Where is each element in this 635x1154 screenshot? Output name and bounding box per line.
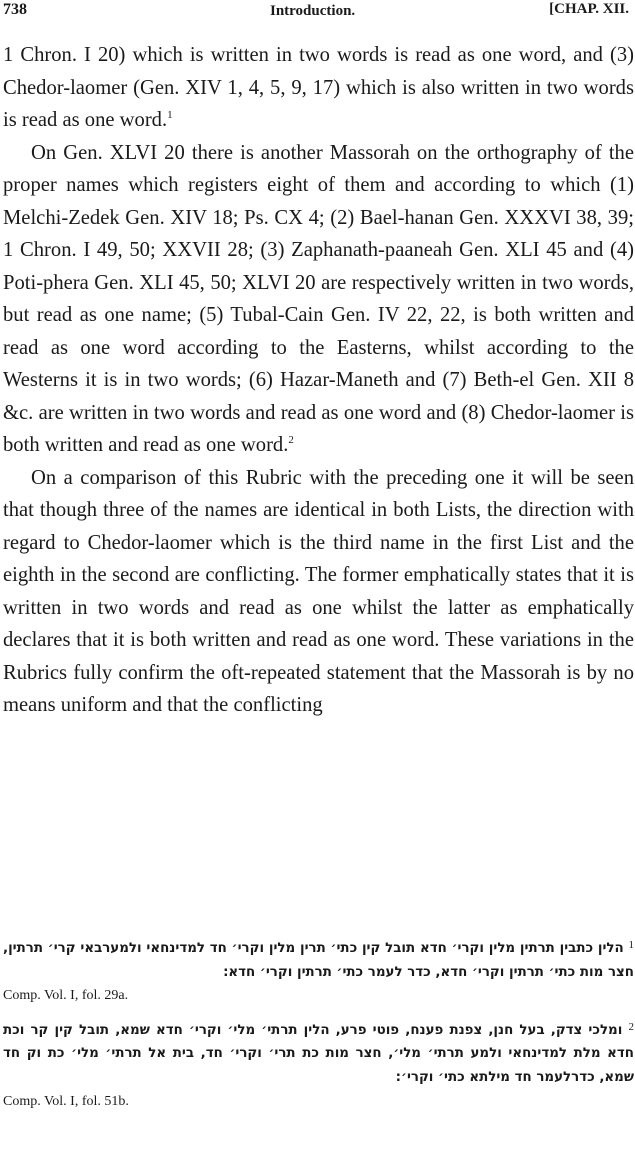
footnote-2-hebrew	[3, 1016, 634, 1090]
paragraph-text: 1 Chron. I 20) which is written in two words is read as one word, and (3) Chedor-laomer (Gen. XIV 1, 4, 5, 9, 17) which is also written in two words is read as one word.	[3, 44, 634, 131]
paragraph-text: On Gen. XLVI 20 there is another Massorah on the orthography of the proper names which registers eight of them and according to which (1) Melchi-Zedek Gen. XIV 18; Ps. CX 4; (2) Bael-hanan Gen. XXXVI 38, 39; 1 Chron. I 49, 50; XXVII 28; (3) Zaphanath-paaneah Gen. XLI 45 and (4) Poti-phera Gen. XLI 45, 50; XLVI 20 are respectively written in two words, but read as one name; (5) Tubal-Cain Gen. IV 22, 22, is both written and read as one word according to the Easterns, whilst according to the Westerns it is in two words; (6) Hazar-Maneth and (7) Beth-el Gen. XII 8 &c. are written in two words and read as one word and (8) Chedor-laomer is both written and read as one word.	[3, 141, 634, 456]
paragraph-text: On a comparison of this Rubric with the preceding one it will be seen that though three of the names are identical in both Lists, the direction with regard to Chedor-laomer which is the third name in the first List and the eighth in the second are conflicting. The former emphatically states that it is written in two words and read as one whilst the latter as emphatically declares that it is both written and read as one word. These variations in the Rubrics fully confirm the oft-repeated statement that the Massorah is by no means uniform and that the conflicting	[3, 466, 634, 716]
paragraph-1	[3, 39, 634, 137]
footnote-number: 2	[628, 1020, 634, 1033]
footnote-mark: 1	[167, 109, 173, 121]
footnote-1-hebrew	[3, 934, 634, 984]
page-number: 738	[3, 1, 27, 18]
footnote-1-reference: Comp. Vol. I, fol. 29a.	[3, 988, 129, 1004]
footnote-hebrew-text: ומלכי צדק, בעל חנן, צפנת פענח, פוטי פרע, הלין תרתי׳ מלי׳ וקרי׳ חדא שמא, תובל קין קר וכת חדא מלת למדינחאי ולמע תרתי׳ מלי׳, חצר מות כת תרי׳ וקרי׳ חד, בית אל תרתי׳ מלי׳ כת וק חד שמא, כדרלעמר חד מילתא כתי׳ וקרי׳:	[3, 1022, 634, 1085]
page-header	[0, 0, 635, 26]
paragraph-3	[3, 462, 634, 722]
footnote-mark: 2	[288, 434, 294, 446]
footnote-hebrew-text: הלין כתבין תרתין מלין וקרי׳ חדא תובל קין כתי׳ תרין מלין וקרי׳ חד למדינחאי ולמערבאי קרי׳ תרתין, חצר מות כתי׳ תרתין וקרי׳ חדא, כדר לעמר כתי׳ תרתין וקרי׳ חדא:	[3, 941, 634, 980]
running-title: Introduction.	[270, 3, 356, 19]
chapter-label: [CHAP. XII.	[549, 1, 629, 17]
footnote-number: 1	[628, 939, 634, 951]
paragraph-2	[3, 137, 634, 462]
footnote-2-reference: Comp. Vol. I, fol. 51b.	[3, 1093, 129, 1109]
footnotes-section	[3, 934, 634, 1113]
main-text	[3, 39, 634, 722]
